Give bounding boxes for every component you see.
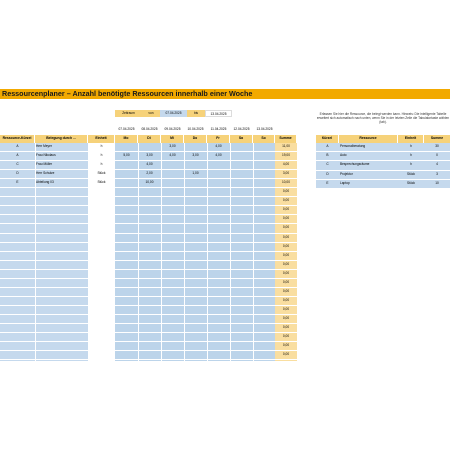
cell-day-value[interactable] (184, 179, 207, 187)
res-col-header-einheit: Einheit (398, 135, 424, 143)
row-divider (0, 296, 297, 297)
date-cell: 07.04.2025 (118, 127, 135, 131)
period-from-input[interactable]: 07.04.2025 (160, 110, 187, 117)
cell-day-value[interactable] (184, 161, 207, 169)
cell-day-value[interactable]: 10,00 (145, 180, 154, 185)
col-header-fr: Fr (207, 135, 230, 143)
res-col-header-summe: Summe (424, 135, 450, 143)
cell-summe: 11,00 (282, 144, 290, 148)
cell-summe: 0,00 (282, 325, 290, 329)
row-divider (0, 214, 297, 215)
cell-einheit: Stück (97, 171, 106, 176)
row-divider (0, 251, 297, 252)
res-cell-kuerzel: C (326, 162, 329, 167)
resource-row[interactable] (316, 152, 450, 160)
cell-einheit: h (100, 153, 103, 158)
cell-summe: 0,00 (282, 234, 290, 239)
cell-summe: 0,00 (282, 270, 290, 275)
date-cell: 13.04.2025 (256, 127, 273, 131)
cell-belegung[interactable]: Herr Meyer (36, 144, 52, 148)
res-col-header-kuerzel: Kürzel (316, 135, 339, 143)
date-cell: 11.04.2025 (210, 127, 227, 131)
cell-day-value[interactable] (115, 170, 138, 178)
cell-day-value[interactable] (161, 170, 184, 178)
col-header-sa: Sa (230, 135, 253, 143)
res-cell-kuerzel: A (326, 144, 329, 148)
cell-day-value[interactable] (230, 152, 253, 160)
res-cell-ressource: Personalberatung (340, 144, 366, 148)
cell-day-value[interactable]: 3,00 (192, 153, 199, 158)
col-header-kuerzel: Ressource-Kürzel (0, 135, 35, 143)
res-cell-ressource: Laptop (340, 180, 350, 185)
cell-kuerzel[interactable]: C (16, 162, 19, 167)
row-divider (0, 359, 297, 360)
res-cell-einheit: h (410, 153, 412, 158)
cell-day-value[interactable] (161, 161, 184, 169)
info-note: Erfassen Sie hier die Ressource, die belegt werden kann. Hinweis: Die intelligente Tabelle erweitert sich automatisch nach unten, wenn Sie in der letzten Zeile die Tabulatortaste wählen (tab). (316, 112, 450, 125)
res-cell-ressource: Projektor (340, 171, 353, 176)
res-cell-kuerzel: E (326, 180, 329, 185)
cell-summe: 0,00 (282, 352, 290, 357)
cell-belegung[interactable]: Frau Müller (36, 162, 53, 167)
cell-day-value[interactable] (184, 143, 207, 151)
cell-einheit: h (100, 162, 103, 167)
cell-day-value[interactable]: 3,00 (146, 153, 153, 158)
cell-summe: 0,00 (282, 189, 290, 194)
col-header-mi: Mi (161, 135, 184, 143)
cell-day-value[interactable] (161, 179, 184, 187)
col-header-do: Do (184, 135, 207, 143)
cell-kuerzel[interactable]: A (16, 153, 19, 158)
cell-day-value[interactable]: 5,00 (123, 153, 130, 158)
res-cell-ressource: Auto (340, 153, 347, 158)
resource-row[interactable] (316, 143, 450, 151)
res-cell-summe: 0 (436, 153, 438, 158)
res-cell-einheit: Stück (407, 180, 415, 185)
cell-summe: 0,00 (282, 225, 290, 230)
date-cell: 08.04.2025 (141, 127, 158, 131)
period-to-label: bis (187, 110, 205, 117)
row-divider (0, 332, 297, 333)
cell-day-value[interactable] (115, 161, 138, 169)
cell-einheit: Stück (97, 180, 106, 185)
page-title: Ressourcenplaner – Anzahl benötigte Ressourcen innerhalb einer Woche (0, 89, 450, 99)
cell-belegung[interactable]: Frau Nikolaus (36, 153, 56, 158)
row-divider (0, 223, 297, 224)
cell-summe: 0,00 (282, 243, 290, 248)
cell-day-value[interactable] (253, 161, 276, 169)
period-from-label: von (142, 110, 160, 117)
col-header-mo: Mo (115, 135, 138, 143)
cell-day-value[interactable] (138, 143, 161, 151)
row-divider (0, 187, 297, 188)
cell-day-value[interactable]: 1,00 (192, 171, 199, 176)
cell-day-value[interactable] (230, 143, 253, 151)
row-divider (0, 233, 297, 234)
row-divider (0, 205, 297, 206)
res-cell-kuerzel: B (326, 153, 329, 158)
resource-row[interactable] (316, 180, 450, 188)
cell-summe: 0,00 (282, 306, 290, 311)
cell-summe: 0,00 (282, 288, 290, 293)
resource-table-body (316, 143, 450, 190)
cell-day-value[interactable]: 4,00 (215, 153, 222, 158)
cell-summe: 0,00 (282, 198, 290, 203)
col-header-so: So (253, 135, 275, 143)
cell-day-value[interactable] (115, 143, 138, 151)
date-cell: 09.04.2025 (164, 127, 181, 131)
cell-summe: 0,00 (282, 315, 290, 320)
row-divider (0, 196, 297, 197)
resource-row[interactable] (316, 161, 450, 169)
row-divider (0, 314, 297, 315)
cell-day-value[interactable]: 2,00 (146, 171, 153, 176)
cell-day-value[interactable] (230, 170, 253, 178)
cell-belegung[interactable]: Abteilung 03 (36, 180, 54, 185)
row-divider (0, 242, 297, 243)
cell-day-value[interactable] (207, 179, 230, 187)
cell-day-value[interactable] (253, 179, 276, 187)
cell-summe: 3,00 (282, 171, 290, 176)
row-divider (0, 323, 297, 324)
row-divider (0, 260, 297, 261)
res-cell-einheit: Stück (407, 171, 415, 176)
row-divider (0, 278, 297, 279)
cell-day-value[interactable]: 3,00 (169, 144, 176, 148)
cell-day-value[interactable] (230, 161, 253, 169)
cell-summe: 0,00 (282, 216, 290, 221)
date-cell: 10.04.2025 (187, 127, 204, 131)
cell-day-value[interactable]: 4,00 (169, 153, 176, 158)
resource-row[interactable] (316, 171, 450, 179)
period-label: Zeitraum (115, 110, 142, 117)
resource-table-header (316, 135, 450, 143)
res-cell-einheit: h (410, 162, 412, 167)
cell-einheit: h (100, 144, 103, 148)
cell-summe: 19,00 (282, 153, 290, 158)
cell-day-value[interactable] (253, 152, 276, 160)
cell-summe: 4,00 (282, 162, 290, 167)
res-cell-summe: 4 (436, 162, 438, 167)
cell-summe: 0,00 (282, 261, 290, 266)
res-cell-einheit: h (410, 144, 412, 148)
res-cell-summe: 10 (435, 180, 439, 185)
date-cell: 12.04.2025 (233, 127, 250, 131)
row-divider (0, 350, 297, 351)
col-header-belegung: Belegung durch ... (35, 135, 88, 143)
cell-summe: 0,00 (282, 297, 290, 302)
row-divider (0, 287, 297, 288)
cell-summe: 0,00 (282, 207, 290, 212)
cell-day-value[interactable] (207, 170, 230, 178)
res-cell-summe: 3 (436, 171, 438, 176)
cell-summe: 0,00 (282, 279, 290, 284)
cell-day-value[interactable] (253, 143, 276, 151)
res-col-header-ressource: Ressource (339, 135, 398, 143)
cell-kuerzel[interactable]: E (16, 180, 19, 185)
res-cell-kuerzel: D (326, 171, 329, 176)
cell-belegung[interactable]: Herr Schulze (36, 171, 55, 176)
cell-day-value[interactable] (115, 179, 138, 187)
cell-day-value[interactable]: 4,00 (215, 144, 222, 148)
col-header-di: Di (138, 135, 161, 143)
cell-day-value[interactable]: 4,00 (146, 162, 153, 167)
col-header-summe: Summe (275, 135, 297, 143)
date-row (115, 126, 275, 133)
main-table-header (0, 135, 297, 143)
cell-day-value[interactable] (230, 179, 253, 187)
row-divider (0, 305, 297, 306)
cell-day-value[interactable] (253, 170, 276, 178)
res-cell-ressource: Besprechungsräume (340, 162, 370, 167)
cell-summe: 0,00 (282, 343, 290, 348)
row-divider (0, 341, 297, 342)
cell-summe: 0,00 (282, 252, 290, 257)
cell-kuerzel[interactable]: A (16, 144, 19, 148)
main-table-body (0, 143, 297, 361)
res-cell-summe: 30 (435, 144, 439, 148)
col-header-einheit: Einheit (88, 135, 115, 143)
cell-day-value[interactable] (207, 161, 230, 169)
period-to-input[interactable]: 13.04.2025 (205, 110, 232, 117)
row-divider (0, 269, 297, 270)
cell-summe: 0,00 (282, 334, 290, 339)
cell-kuerzel[interactable]: D (16, 171, 19, 176)
cell-summe: 10,00 (282, 180, 290, 185)
